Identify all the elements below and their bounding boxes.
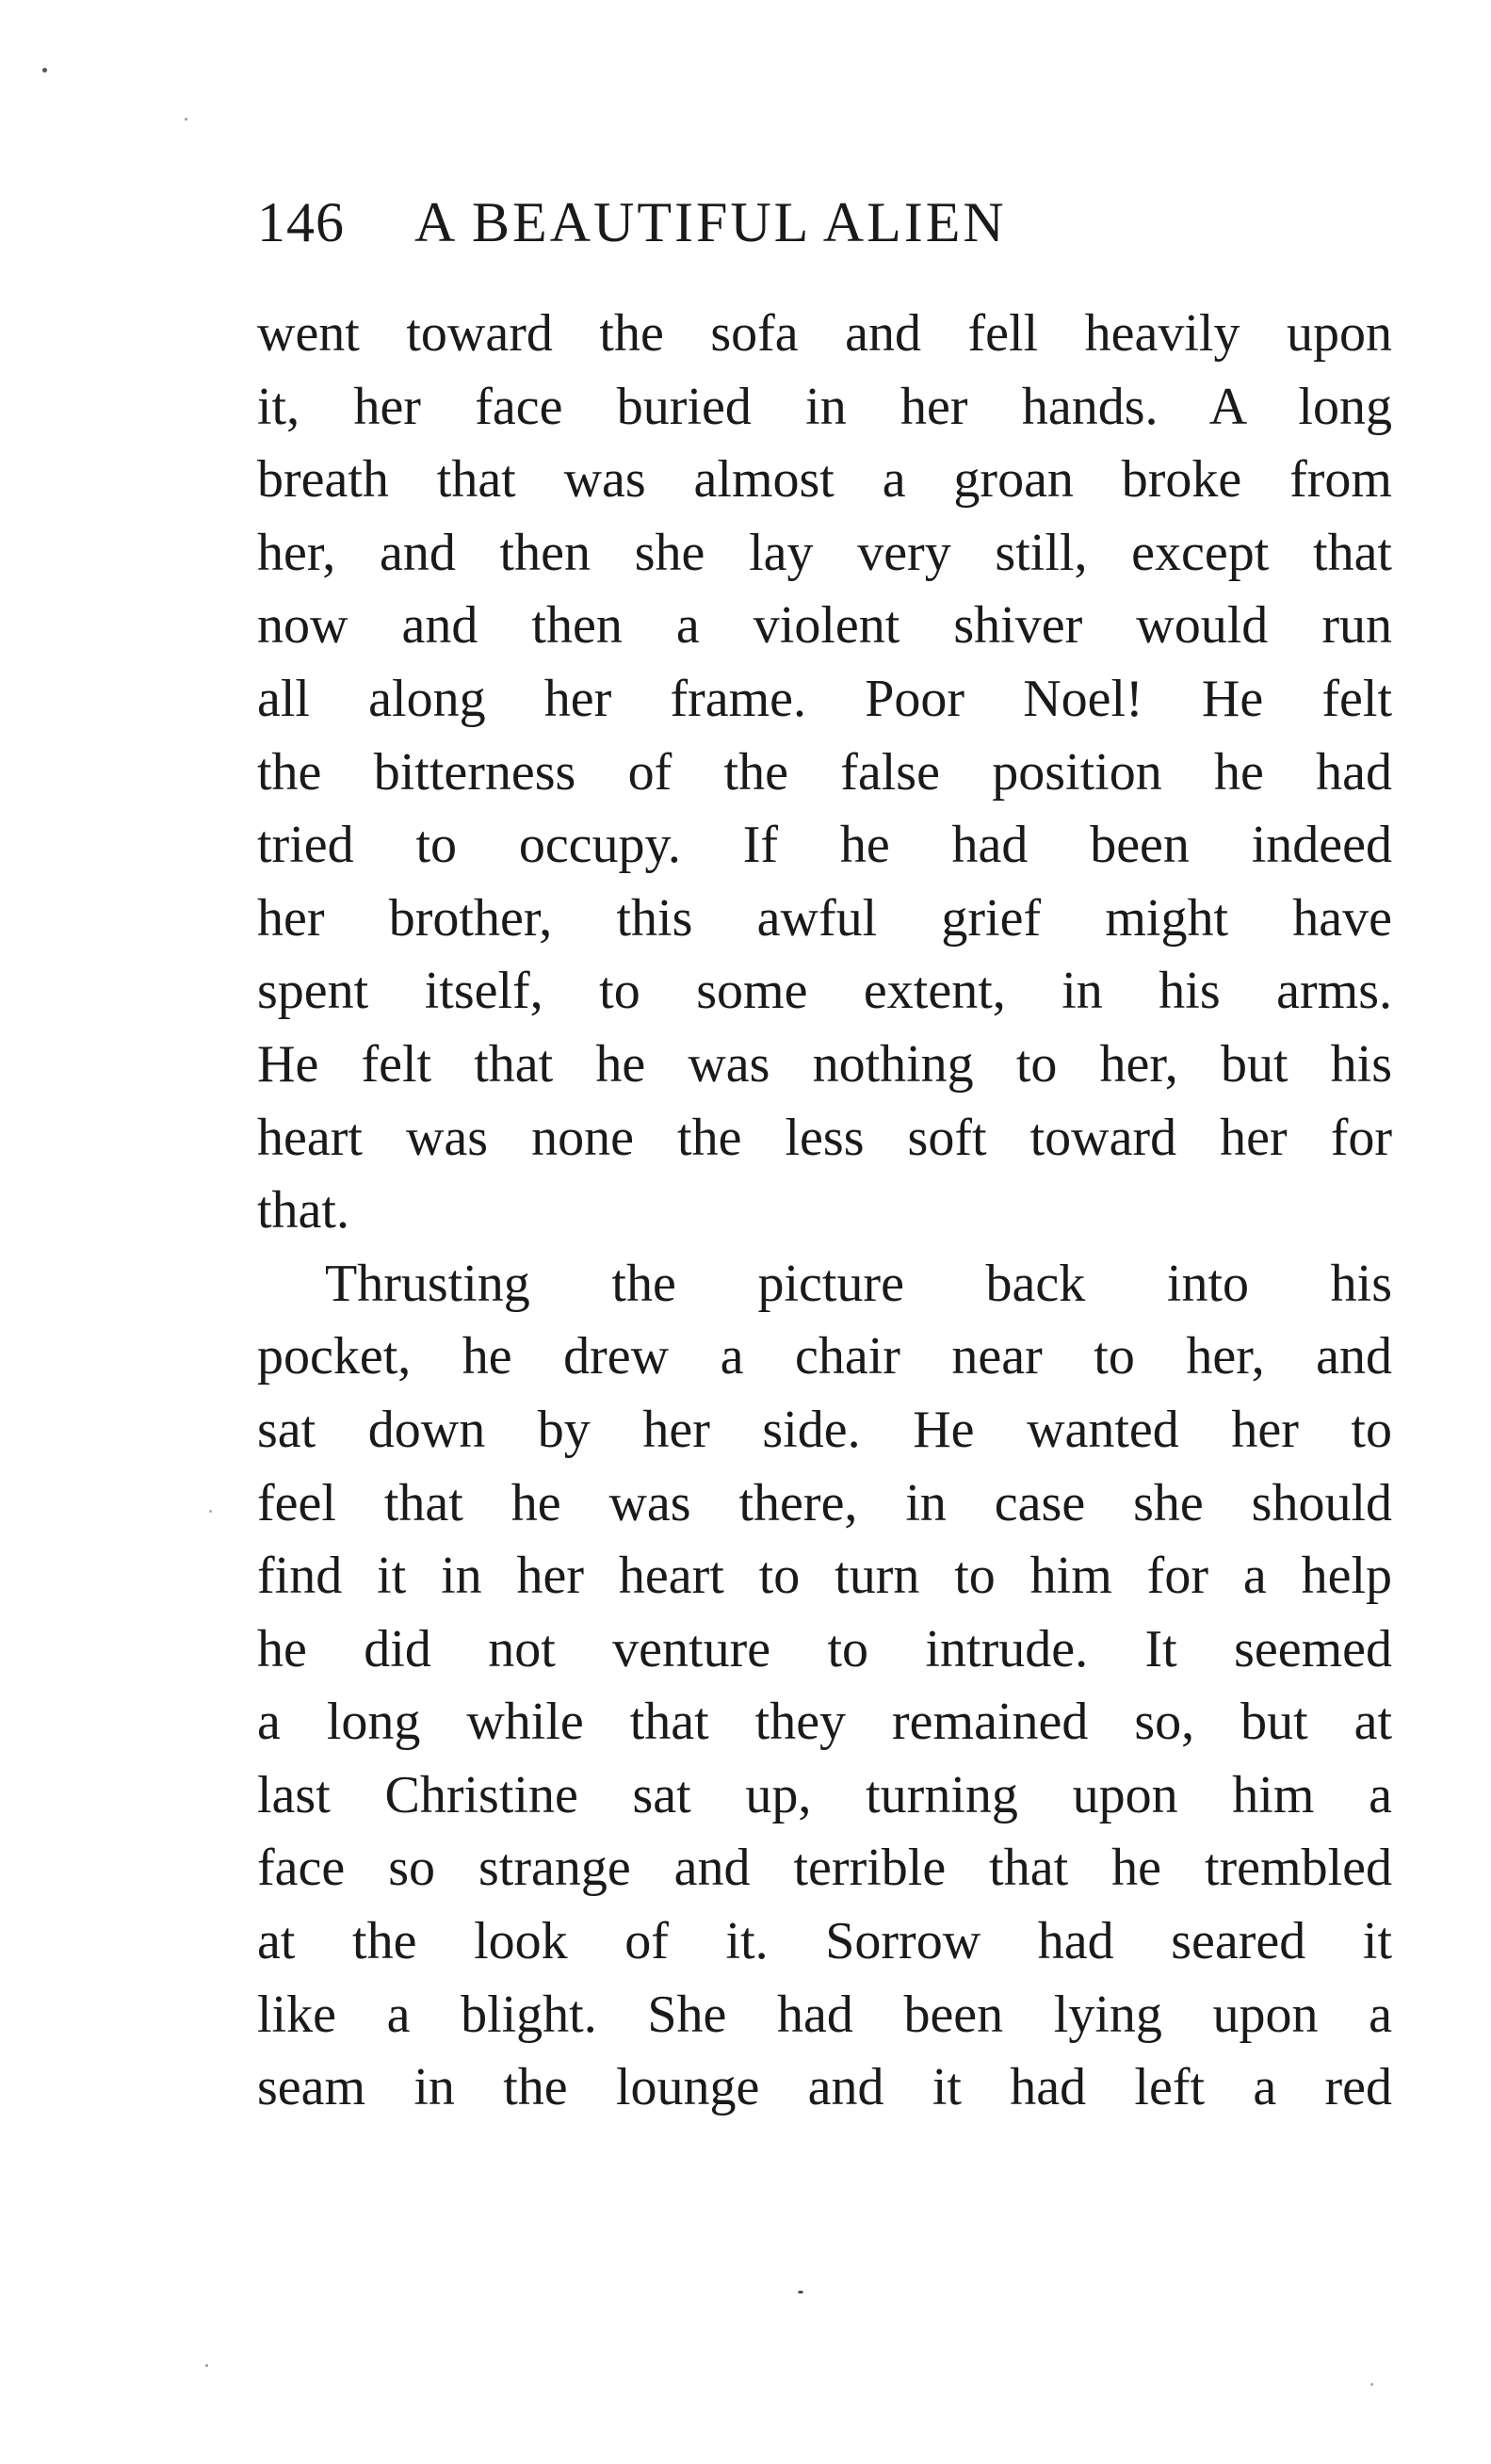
text-line: a long while that they remained so, but at — [257, 1693, 1392, 1752]
paper-speck — [42, 68, 47, 73]
paper-speck — [798, 2291, 803, 2294]
text-line: that. — [257, 1181, 349, 1240]
text-line: find it in her heart to turn to him for a help — [257, 1547, 1392, 1606]
paper-speck — [209, 1510, 212, 1513]
body-text — [257, 298, 1392, 2125]
page-number: 146 — [257, 191, 345, 253]
text-line: spent itself, to some extent, in his arms. — [257, 962, 1392, 1021]
text-line: face so strange and terrible that he trembled — [257, 1839, 1392, 1898]
text-line: the bitterness of the false position he had — [257, 742, 1392, 802]
text-line: went toward the sofa and fell heavily upon — [257, 304, 1392, 363]
text-line: now and then a violent shiver would run — [257, 596, 1392, 656]
text-line: He felt that he was nothing to her, but his — [257, 1034, 1392, 1094]
text-line: all along her frame. Poor Noel! He felt — [257, 669, 1392, 728]
paragraph-1 — [257, 298, 1392, 1248]
text-line: tried to occupy. If he had been indeed — [257, 816, 1392, 875]
paper-speck — [205, 2364, 208, 2367]
text-line: last Christine sat up, turning upon him a — [257, 1765, 1392, 1824]
text-line: breath that was almost a groan broke from — [257, 450, 1392, 510]
text-line: her brother, this awful grief might have — [257, 888, 1392, 948]
page-header — [257, 185, 1007, 260]
text-line: pocket, he drew a chair near to her, and — [257, 1327, 1392, 1386]
text-line: sat down by her side. He wanted her to — [257, 1400, 1392, 1459]
paper-speck — [185, 118, 187, 121]
paper-speck — [1370, 2383, 1373, 2386]
text-line: it, her face buried in her hands. A long — [257, 377, 1392, 436]
text-line: he did not venture to intrude. It seemed — [257, 1619, 1392, 1678]
paragraph-2 — [257, 1248, 1392, 2125]
text-line: her, and then she lay very still, except that — [257, 523, 1392, 582]
text-line: like a blight. She had been lying upon a — [257, 1985, 1392, 2044]
text-line: feel that he was there, in case she should — [257, 1473, 1392, 1532]
text-line: seam in the lounge and it had left a red — [257, 2058, 1392, 2117]
text-line: at the look of it. Sorrow had seared it — [257, 1912, 1392, 1971]
text-line: Thrusting the picture back into his — [325, 1254, 1392, 1313]
text-line: heart was none the less soft toward her for — [257, 1108, 1392, 1167]
running-title: A BEAUTIFUL ALIEN — [414, 191, 1007, 253]
